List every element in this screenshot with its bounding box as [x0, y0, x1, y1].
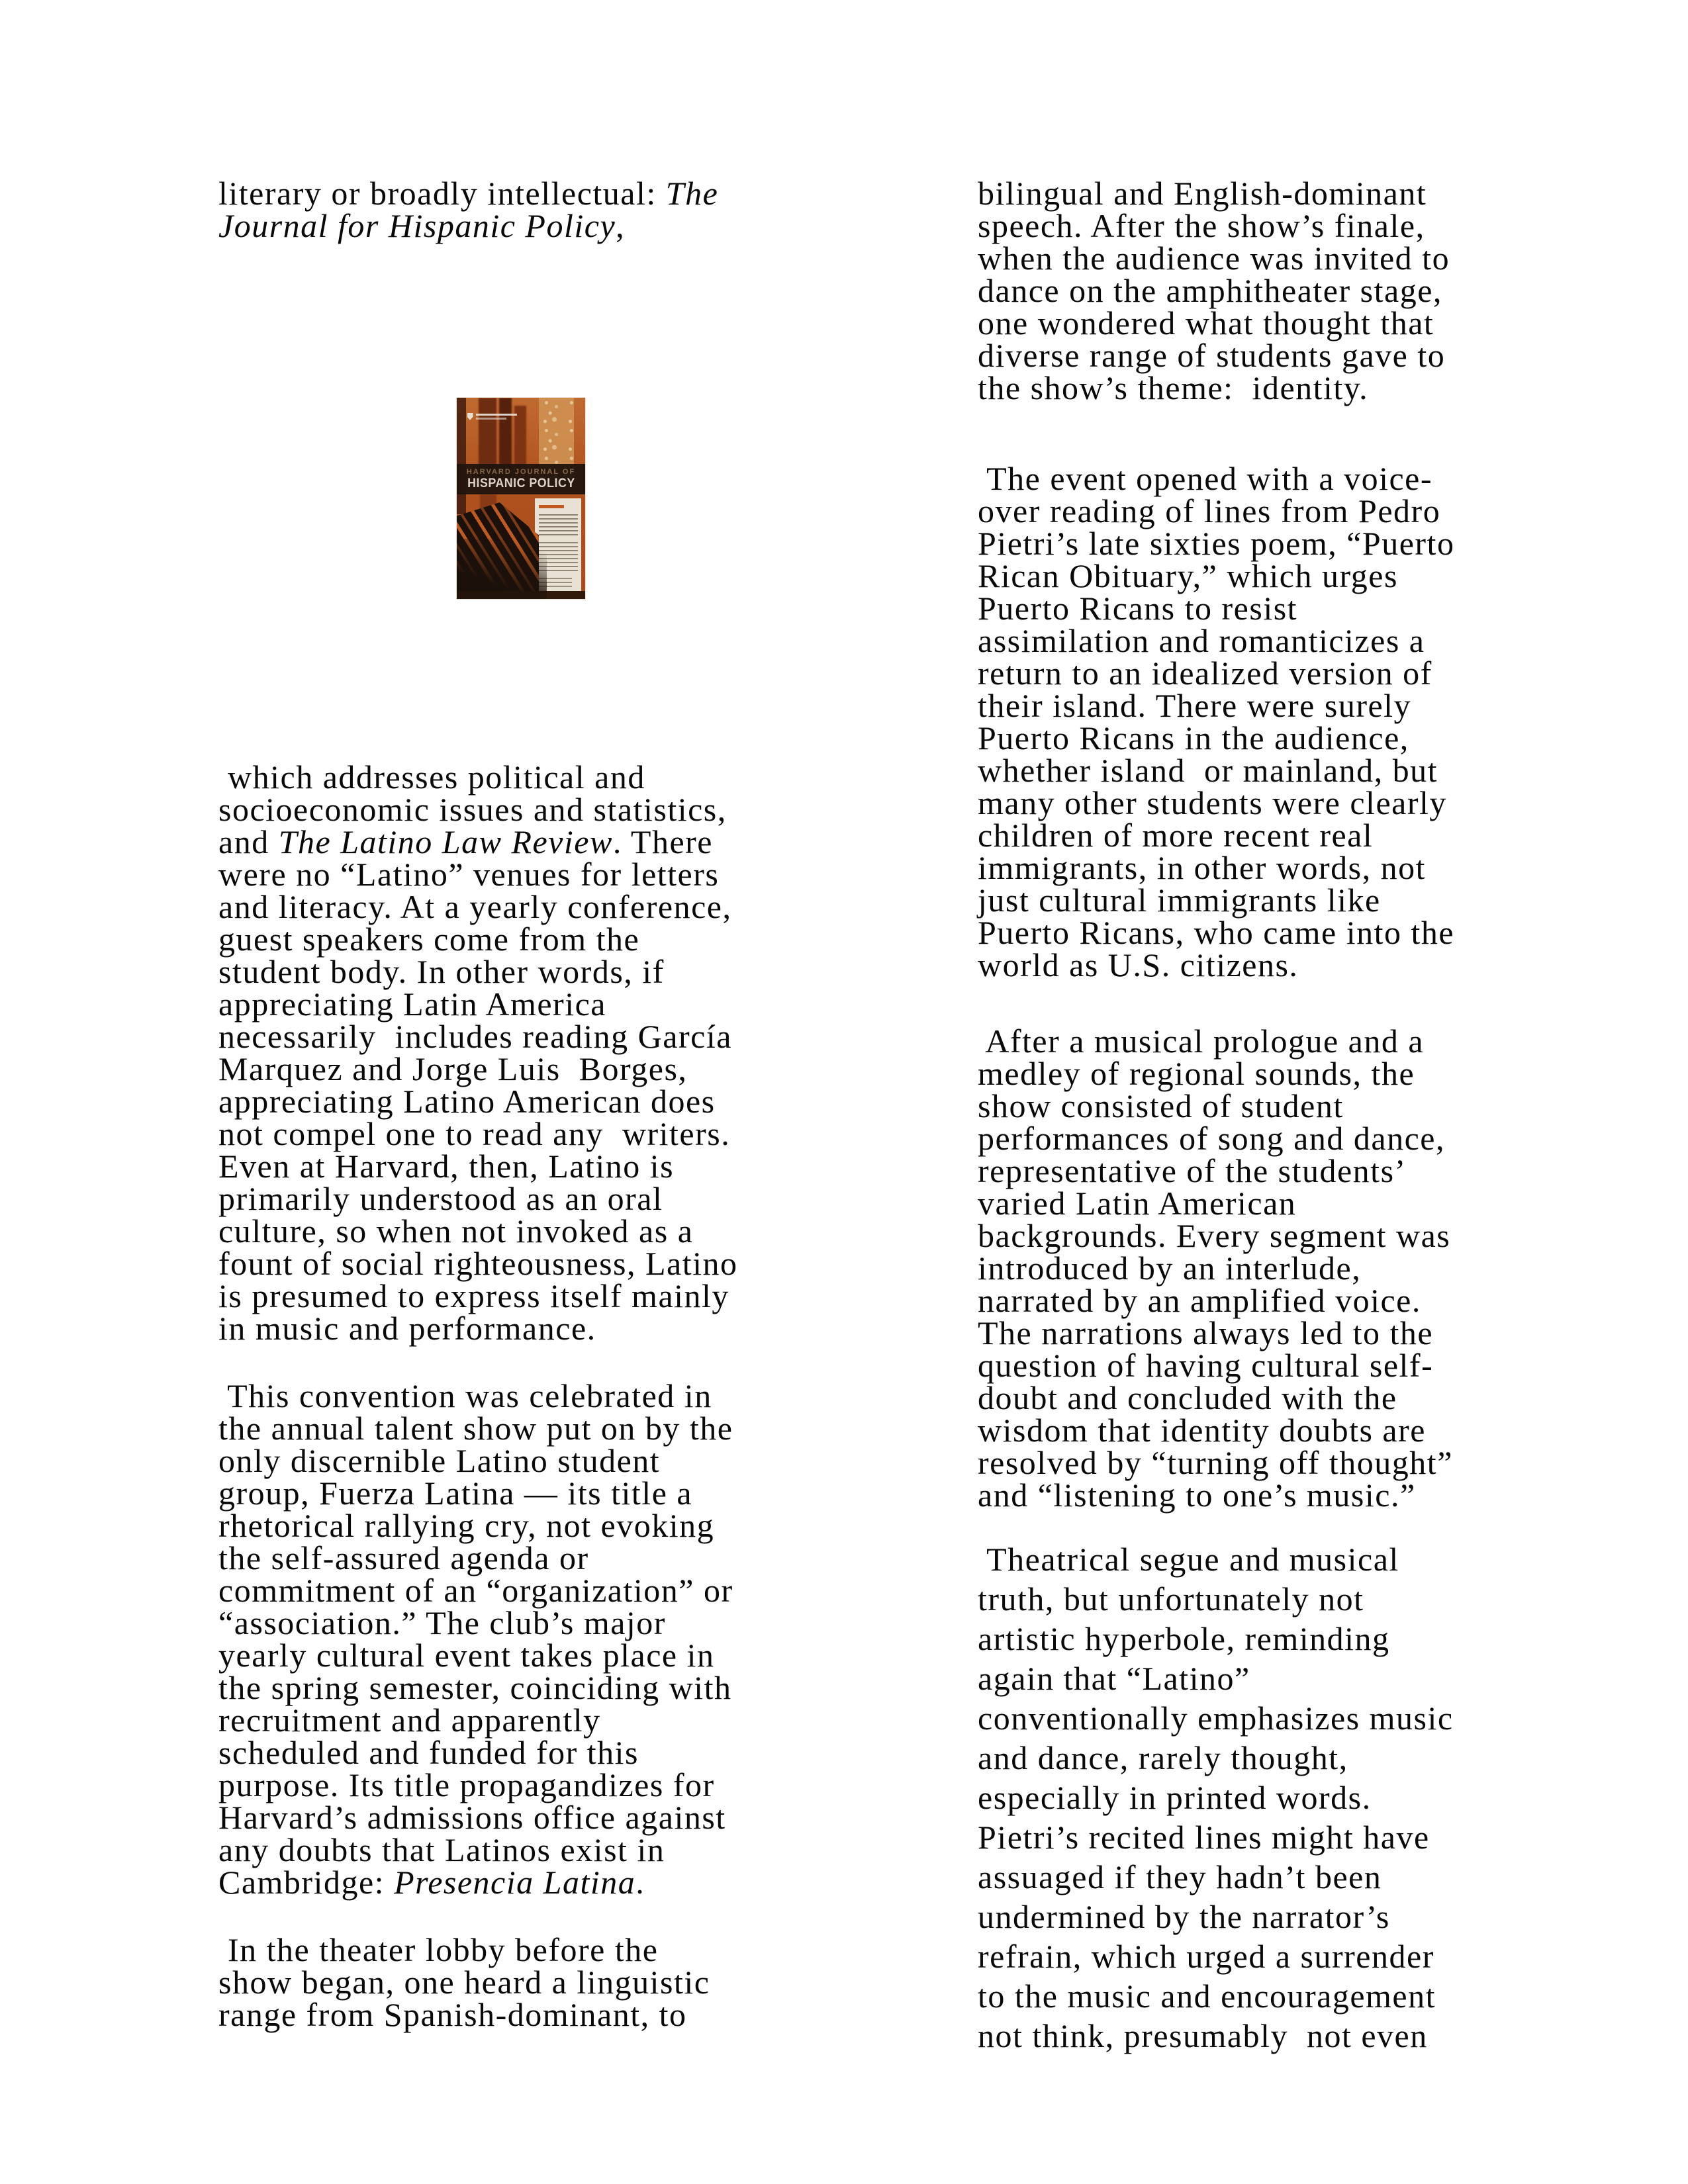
- text-line: After a musical prologue and a: [978, 1023, 1425, 1060]
- text-line: fount of social righteousness, Latino: [218, 1245, 738, 1282]
- text-line: show consisted of student: [978, 1087, 1344, 1124]
- text-line: and literacy. At a yearly conference,: [218, 888, 732, 925]
- text-line: in music and performance.: [218, 1310, 596, 1347]
- cover-corner-shadow: [457, 539, 547, 599]
- text-line: purpose. Its title propagandizes for: [218, 1766, 715, 1803]
- text-line: just cultural immigrants like: [978, 882, 1381, 919]
- right-paragraph-2: [978, 460, 1630, 983]
- text-line: assuaged if they hadn’t been: [978, 1858, 1382, 1895]
- text-line: when the audience was invited to: [978, 240, 1450, 277]
- text-line: diverse range of students gave to: [978, 337, 1446, 374]
- text-line: Marquez and Jorge Luis Borges,: [218, 1050, 688, 1087]
- text-line: only discernible Latino student: [218, 1442, 661, 1479]
- text-line: yearly cultural event takes place in: [218, 1637, 715, 1674]
- text-line: socioeconomic issues and statistics,: [218, 791, 727, 828]
- text-line: and dance, rarely thought,: [978, 1739, 1348, 1776]
- text-line: This convention was celebrated in: [218, 1377, 712, 1414]
- text-line: literary or broadly intellectual: The: [218, 175, 719, 212]
- text-line: narrated by an amplified voice.: [978, 1282, 1421, 1319]
- panel-text-block: [539, 514, 578, 535]
- cover-bottom-edge: [457, 591, 585, 599]
- text-line: student body. In other words, if: [218, 953, 665, 990]
- text-line: the annual talent show put on by the: [218, 1410, 733, 1447]
- left-paragraph-2: [218, 758, 870, 1347]
- left-paragraph-3: [218, 1377, 870, 1901]
- text-line: appreciating Latino American does: [218, 1083, 716, 1120]
- text-line: Theatrical segue and musical: [978, 1541, 1399, 1578]
- text-line: many other students were clearly: [978, 784, 1447, 821]
- text-line: range from Spanish-dominant, to: [218, 1996, 687, 2033]
- text-line: appreciating Latin America: [218, 985, 606, 1023]
- text-line: performances of song and dance,: [978, 1120, 1445, 1157]
- text-line: were no “Latino” venues for letters: [218, 856, 720, 893]
- text-line: guest speakers come from the: [218, 921, 640, 958]
- journal-cover-image: [457, 398, 585, 599]
- text-line: again that “Latino”: [978, 1660, 1250, 1697]
- text-line: wisdom that identity doubts are: [978, 1412, 1426, 1449]
- text-line: over reading of lines from Pedro: [978, 492, 1441, 529]
- text-line: Pietri’s late sixties poem, “Puerto: [978, 525, 1455, 562]
- text-line: immigrants, in other words, not: [978, 849, 1426, 886]
- text-line: undermined by the narrator’s: [978, 1898, 1390, 1935]
- logo-text-line: [476, 418, 506, 420]
- right-paragraph-1: [978, 177, 1630, 404]
- text-line: and “listening to one’s music.”: [978, 1477, 1416, 1514]
- text-line: varied Latin American: [978, 1185, 1297, 1222]
- text-line: refrain, which urged a surrender: [978, 1938, 1434, 1975]
- text-line: is presumed to express itself mainly: [218, 1277, 729, 1314]
- text-line: Cambridge: Presencia Latina.: [218, 1864, 645, 1901]
- journal-cover-masthead: [457, 464, 585, 494]
- text-line: dance on the amphitheater stage,: [978, 272, 1442, 309]
- text-line: recruitment and apparently: [218, 1702, 601, 1739]
- text-line: to the music and encouragement: [978, 1978, 1436, 2015]
- right-paragraph-3: [978, 1025, 1630, 1512]
- text-line: return to an idealized version of: [978, 655, 1432, 692]
- left-paragraph-4: [218, 1931, 870, 2033]
- left-column: [218, 177, 870, 2031]
- text-line: Even at Harvard, then, Latino is: [218, 1148, 675, 1185]
- text-line: Pietri’s recited lines might have: [978, 1819, 1430, 1856]
- text-line: one wondered what thought that: [978, 304, 1434, 341]
- text-line: not think, presumably not even: [978, 2017, 1428, 2054]
- text-line: doubt and concluded with the: [978, 1379, 1397, 1416]
- text-line: representative of the students’: [978, 1152, 1407, 1189]
- text-line: backgrounds. Every segment was: [978, 1217, 1451, 1254]
- text-line: children of more recent real: [978, 817, 1374, 854]
- text-line: artistic hyperbole, reminding: [978, 1620, 1390, 1657]
- text-line: assimilation and romanticizes a: [978, 622, 1425, 659]
- text-line: The narrations always led to the: [978, 1314, 1434, 1351]
- text-line: especially in printed words.: [978, 1779, 1372, 1816]
- text-line: Puerto Ricans in the audience,: [978, 719, 1409, 756]
- text-line: any doubts that Latinos exist in: [218, 1831, 665, 1868]
- text-line: Harvard’s admissions office against: [218, 1799, 726, 1836]
- text-line: Puerto Ricans, who came into the: [978, 914, 1455, 951]
- masthead-kicker: HARVARD JOURNAL OF: [466, 467, 576, 476]
- text-line: culture, so when not invoked as a: [218, 1212, 694, 1250]
- text-line: Puerto Ricans to resist: [978, 590, 1298, 627]
- text-line: medley of regional sounds, the: [978, 1055, 1415, 1092]
- text-line: world as U.S. citizens.: [978, 946, 1299, 983]
- panel-heading-bar: [539, 505, 564, 508]
- text-line: scheduled and funded for this: [218, 1734, 639, 1771]
- right-paragraph-4: [978, 1539, 1630, 2056]
- text-line: the show’s theme: identity.: [978, 369, 1369, 406]
- left-paragraph-1: [218, 177, 870, 242]
- text-line: show began, one heard a linguistic: [218, 1964, 710, 2001]
- text-line: In the theater lobby before the: [218, 1931, 659, 1968]
- text-line: Journal for Hispanic Policy,: [218, 207, 626, 244]
- text-line: and The Latino Law Review. There: [218, 823, 713, 860]
- text-line: primarily understood as an oral: [218, 1180, 663, 1217]
- text-line: speech. After the show’s finale,: [978, 207, 1425, 244]
- text-line: whether island or mainland, but: [978, 752, 1438, 789]
- text-line: the spring semester, coinciding with: [218, 1669, 732, 1706]
- text-line: question of having cultural self-: [978, 1347, 1434, 1384]
- text-line: resolved by “turning off thought”: [978, 1444, 1453, 1481]
- cover-left-shadow: [457, 398, 466, 514]
- right-column: [978, 177, 1630, 2056]
- text-line: introduced by an interlude,: [978, 1250, 1362, 1287]
- journal-cover-logo: [467, 413, 526, 433]
- harvard-shield-icon: [467, 413, 473, 420]
- text-line: necessarily includes reading García: [218, 1018, 732, 1055]
- text-line: rhetorical rallying cry, not evoking: [218, 1507, 715, 1544]
- text-line: bilingual and English-dominant: [978, 175, 1427, 212]
- text-line: the self-assured agenda or: [218, 1539, 589, 1576]
- text-line: commitment of an “organization” or: [218, 1572, 733, 1609]
- text-line: not compel one to read any writers.: [218, 1115, 731, 1152]
- text-line: truth, but unfortunately not: [978, 1580, 1364, 1617]
- text-line: their island. There were surely: [978, 687, 1412, 724]
- text-line: which addresses political and: [218, 758, 645, 796]
- masthead-title: HISPANIC POLICY: [467, 476, 575, 490]
- logo-text-line: [476, 414, 517, 416]
- text-line: “association.” The club’s major: [218, 1604, 666, 1641]
- text-line: group, Fuerza Latina — its title a: [218, 1475, 693, 1512]
- text-line: Rican Obituary,” which urges: [978, 557, 1398, 594]
- text-line: The event opened with a voice-: [978, 460, 1433, 497]
- text-line: conventionally emphasizes music: [978, 1700, 1454, 1737]
